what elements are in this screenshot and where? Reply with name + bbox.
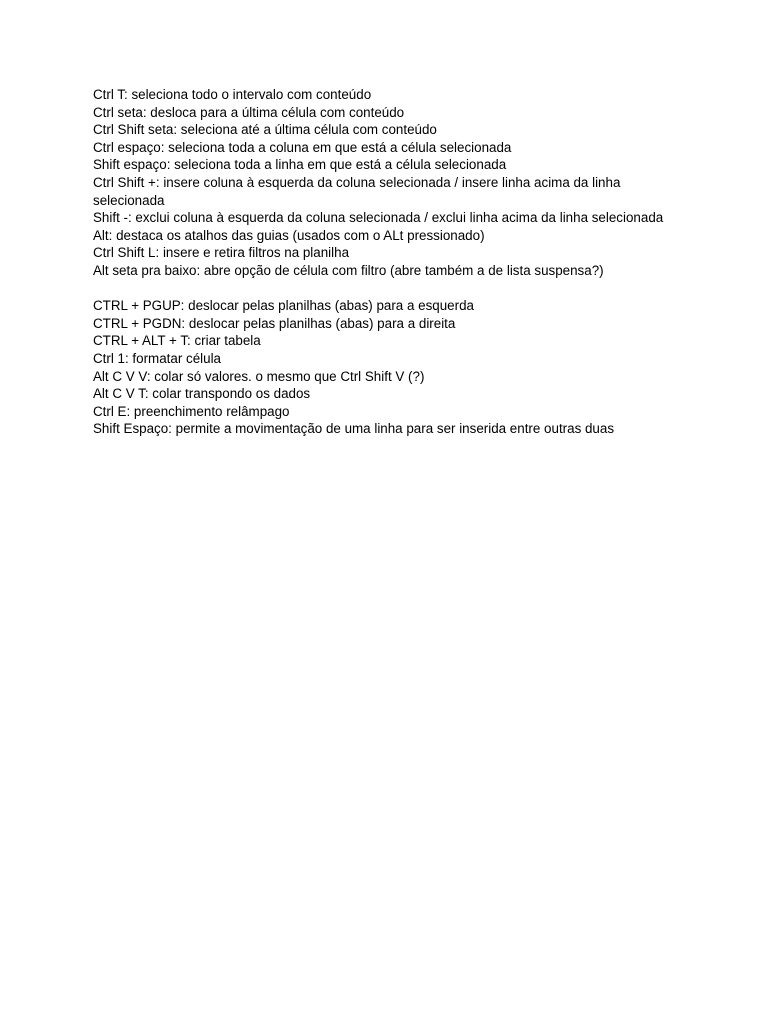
text-line: Ctrl Shift seta: seleciona até a última célula com conteúdo [93,122,437,138]
text-line: CTRL + PGDN: deslocar pelas planilhas (abas) para a direita [93,315,456,331]
text-line: CTRL + ALT + T: criar tabela [93,333,261,349]
text-line: Ctrl Shift +: insere coluna à esquerda da coluna selecionada / insere linha acima da linha selecionada [93,174,621,208]
text-line: Alt seta pra baixo: abre opção de célula com filtro (abre também a de lista suspensa?) [93,262,604,278]
document-body [93,86,673,438]
text-line: Ctrl E: preenchimento relâmpago [93,403,290,419]
text-line: CTRL + PGUP: deslocar pelas planilhas (abas) para a esquerda [93,298,474,314]
text-line: Ctrl Shift L: insere e retira filtros na planilha [93,245,350,261]
text-line: Shift -: exclui coluna à esquerda da coluna selecionada / exclui linha acima da linha selecionada [93,210,664,226]
text-line: Shift Espaço: permite a movimentação de uma linha para ser inserida entre outras duas [93,421,615,437]
text-line: Alt: destaca os atalhos das guias (usados com o ALt pressionado) [93,227,485,243]
text-line: Alt C V V: colar só valores. o mesmo que Ctrl Shift V (?) [93,368,425,384]
paragraph-gap [93,280,673,298]
text-line: Shift espaço: seleciona toda a linha em que está a célula selecionada [93,157,507,173]
text-line: Alt C V T: colar transpondo os dados [93,386,311,402]
text-line: Ctrl 1: formatar célula [93,350,221,366]
text-line: Ctrl espaço: seleciona toda a coluna em que está a célula selecionada [93,139,512,155]
text-line: Ctrl seta: desloca para a última célula com conteúdo [93,104,405,120]
text-line: Ctrl T: seleciona todo o intervalo com conteúdo [93,87,372,102]
